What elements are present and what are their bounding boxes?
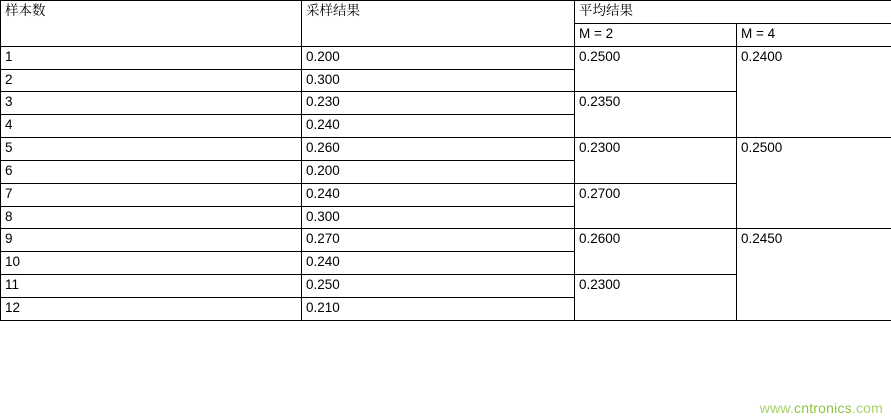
table-row (1, 138, 891, 161)
cell-sample-count: 6 (1, 160, 302, 183)
cell-sample-count: 5 (1, 138, 302, 161)
cell-average-m2: 0.2300 (575, 275, 737, 321)
cell-sampling-result: 0.230 (302, 92, 575, 115)
cell-average-m2: 0.2600 (575, 229, 737, 275)
cell-average-m4: 0.2500 (737, 138, 891, 229)
table-row (1, 229, 891, 252)
cell-average-m2: 0.2500 (575, 46, 737, 92)
cell-sampling-result: 0.300 (302, 206, 575, 229)
cell-sample-count: 3 (1, 92, 302, 115)
cell-sampling-result: 0.240 (302, 115, 575, 138)
cell-sampling-result: 0.240 (302, 183, 575, 206)
cell-sample-count: 8 (1, 206, 302, 229)
cell-average-m4: 0.2450 (737, 229, 891, 320)
cell-sampling-result: 0.200 (302, 46, 575, 69)
cell-average-m2: 0.2300 (575, 138, 737, 184)
cell-sampling-result: 0.300 (302, 69, 575, 92)
column-header-m2: M = 2 (575, 23, 737, 46)
cell-sample-count: 11 (1, 275, 302, 298)
cell-sample-count: 1 (1, 46, 302, 69)
column-header-sample-count: 样本数 (1, 1, 302, 47)
cell-sampling-result: 0.240 (302, 252, 575, 275)
cell-sample-count: 4 (1, 115, 302, 138)
watermark-prefix: www. (759, 400, 795, 416)
cell-average-m2: 0.2350 (575, 92, 737, 138)
cell-average-m4: 0.2400 (737, 46, 891, 137)
cell-sample-count: 7 (1, 183, 302, 206)
cell-sampling-result: 0.260 (302, 138, 575, 161)
watermark-suffix: .com (851, 400, 883, 416)
watermark-text: cntronics (794, 400, 852, 416)
watermark (760, 400, 883, 416)
column-header-m4: M = 4 (737, 23, 891, 46)
column-header-average-result: 平均结果 (575, 1, 891, 24)
cell-average-m2: 0.2700 (575, 183, 737, 229)
cell-sample-count: 10 (1, 252, 302, 275)
cell-sampling-result: 0.200 (302, 160, 575, 183)
table-header-row-1 (1, 1, 891, 24)
cell-sampling-result: 0.270 (302, 229, 575, 252)
cell-sample-count: 9 (1, 229, 302, 252)
cell-sample-count: 2 (1, 69, 302, 92)
cell-sample-count: 12 (1, 297, 302, 320)
column-header-sampling-result: 采样结果 (302, 1, 575, 47)
cell-sampling-result: 0.210 (302, 297, 575, 320)
cell-sampling-result: 0.250 (302, 275, 575, 298)
table-row (1, 46, 891, 69)
